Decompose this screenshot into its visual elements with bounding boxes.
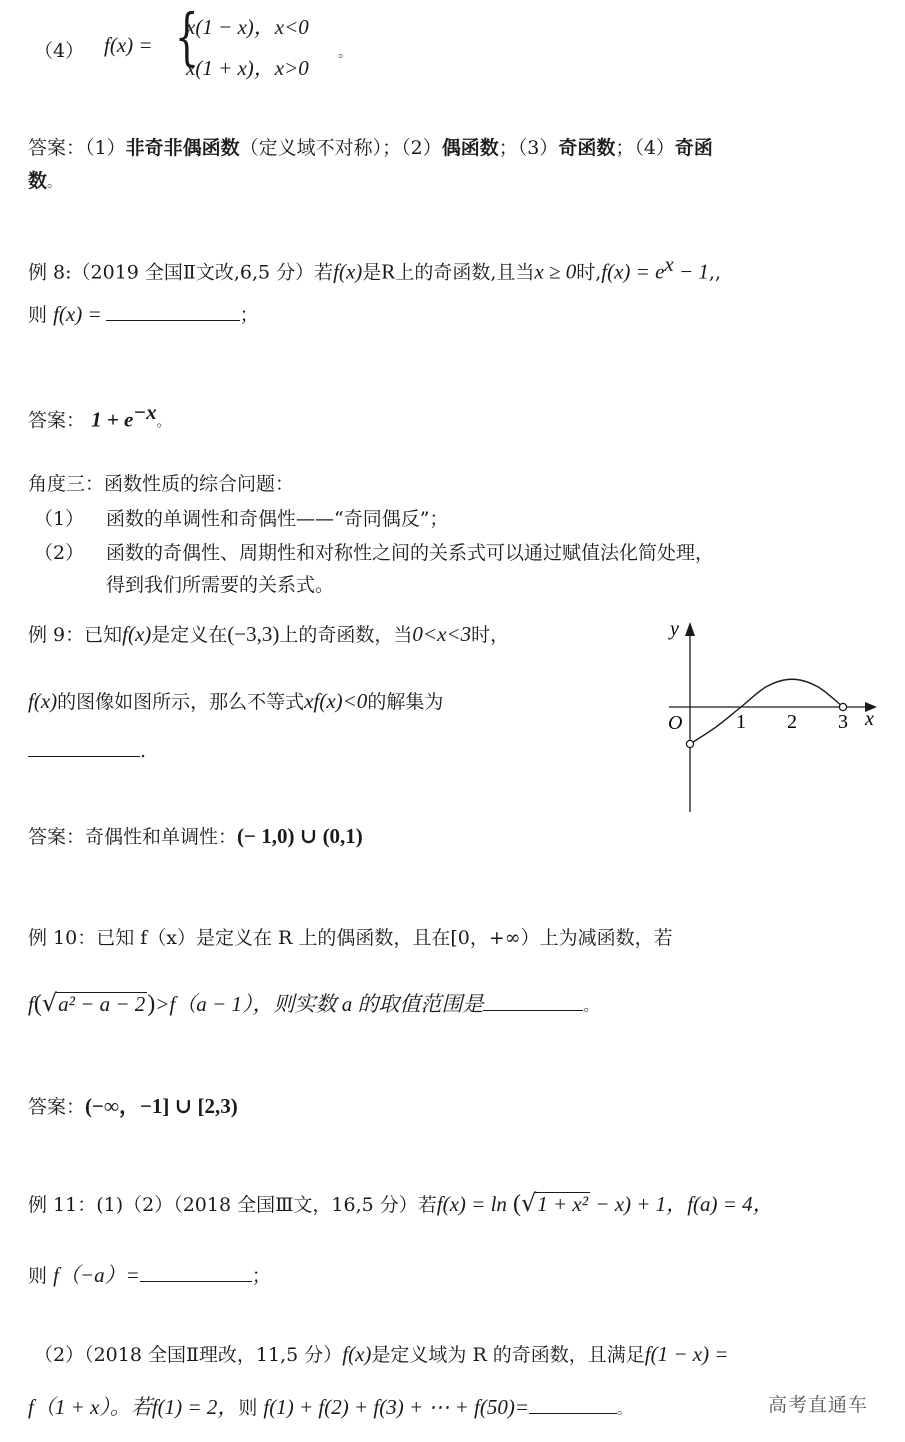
y-axis-label: y: [670, 618, 679, 640]
angle3-item2-text: 函数的奇偶性、周期性和对称性之间的关系式可以通过赋值法化简处理，: [106, 542, 715, 564]
angle3-item2-num: （2）: [34, 542, 85, 564]
angle3-item1-text: 函数的单调性和奇偶性——“奇同偶反”；: [106, 508, 449, 530]
example-10-line2: f(√a² − a − 2)>f（a − 1），则实数 a 的取值范围是 。: [28, 989, 598, 1017]
angle3-item2-cont: 得到我们所需要的关系式。: [106, 574, 335, 596]
function-curve: [690, 679, 843, 744]
answer-7-line2: 数。: [28, 170, 62, 192]
piecewise-brace-icon: {: [174, 0, 199, 73]
example-8-line2: 则 f(x) = ；: [28, 302, 259, 326]
y-axis-arrow-icon: [685, 622, 695, 636]
function-graph: [655, 612, 885, 817]
example-9-line3: .: [28, 738, 146, 762]
example-9-line2: f(x)的图像如图所示，那么不等式xf(x)<0的解集为: [28, 689, 444, 713]
answer-blank[interactable]: [28, 738, 140, 757]
q4-case1: x(1 − x)，x<0: [186, 15, 309, 39]
open-endpoint-2: [839, 703, 846, 710]
q4-lhs: f(x) =: [104, 33, 153, 57]
answer-blank[interactable]: [106, 302, 240, 321]
x-tick-label-1: 1: [736, 711, 746, 733]
sqrt-icon: √: [520, 1189, 537, 1217]
q4-number: （4）: [34, 40, 85, 62]
q4-end: 。: [338, 45, 352, 61]
angle3-item1-num: （1）: [34, 508, 85, 530]
example-9-line1: 例 9：已知f(x)是定义在(−3,3)上的奇函数，当0<x<3时，: [28, 622, 510, 646]
answer-blank[interactable]: [140, 1263, 252, 1282]
example-8-line1: 例 8:（2019 全国Ⅱ文改,6,5 分）若f(x)是R上的奇函数,且当x ≥ 0时$,f(x) = e^x - 1$,,: [28, 252, 722, 284]
x-axis-label: x: [865, 708, 874, 730]
answer-9: 答案：奇偶性和单调性：(− 1,0) ∪ (0,1): [28, 824, 363, 848]
answer-blank[interactable]: [529, 1395, 617, 1414]
example-10-line1: 例 10：已知 f（x）是定义在 R 上的偶函数，且在[0，+∞）上为减函数，若: [28, 927, 673, 949]
answer-10: 答案：(−∞，−1] ∪ [2,3): [28, 1094, 238, 1118]
example-11b-line1: （2）（2018 全国Ⅱ理改，11,5 分）f(x)是定义域为 R 的奇函数，且满足f(1 − x) =: [34, 1342, 729, 1366]
x-tick-label-3: 3: [838, 711, 848, 733]
example-11-line1: 例 11：(1)（2）（2018 全国Ⅲ文，16,5 分）若f(x) = ln (√1 + x² − x) + 1，f(a) = 4，: [28, 1189, 774, 1217]
open-endpoint-1: [686, 740, 693, 747]
q4-case2: x(1 + x)，x>0: [186, 56, 309, 80]
example-11-line2: 则 f（−a）= ；: [28, 1263, 271, 1287]
example-11b-line2: f（1 + x）。若f(1) = 2，则 f(1) + f(2) + f(3) + ⋯ + f(50)= 。: [28, 1395, 632, 1419]
answer-7-line1: 答案：（1）非奇非偶函数（定义域不对称）；（2）偶函数；（3）奇函数；（4）奇函: [28, 137, 713, 159]
sqrt-icon: √: [41, 989, 58, 1017]
x-tick-label-2: 2: [787, 711, 797, 733]
answer-blank[interactable]: [483, 992, 583, 1011]
answer-8: 答案： $1 + e^{-x}$。: [28, 400, 171, 432]
angle3-title: 角度三：函数性质的综合问题：: [28, 473, 295, 495]
watermark-text: 高考直通车: [768, 1394, 869, 1416]
origin-label: O: [668, 712, 683, 734]
